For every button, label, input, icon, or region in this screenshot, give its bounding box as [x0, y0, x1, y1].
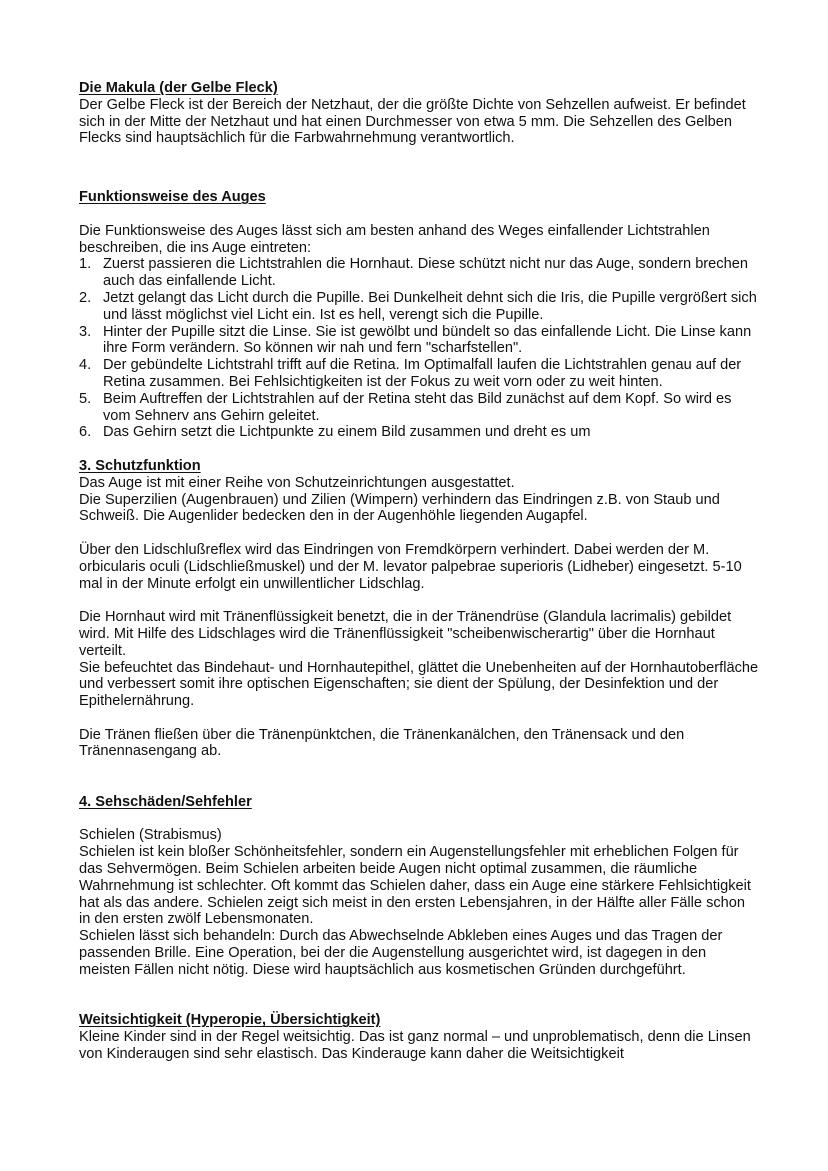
- spacer: [79, 760, 759, 794]
- spacer: [79, 979, 759, 1013]
- section-heading-schutzfunktion: 3. Schutzfunktion: [79, 457, 201, 474]
- paragraph-schutz-6: Die Tränen fließen über die Tränenpünktchen, die Tränenkanälchen, den Tränensack und den Tränennasengang ab.: [79, 726, 685, 760]
- paragraph-schielen-2: Schielen lässt sich behandeln: Durch das Abwechselnde Abkleben eines Auges und das Tragen der passenden Brille. Eine Operation, bei der die Augenstellung ausgerichtet wird, ist dagegen in den meisten Fällen nicht nötig. Diese wird hauptsächlich aus kosmetischen Gründen durchgeführt.: [79, 928, 723, 978]
- spacer: [79, 206, 759, 223]
- list-item: [79, 290, 759, 324]
- list-item-text: Das Gehirn setzt die Lichtpunkte zu einem Bild zusammen und dreht es um: [103, 424, 591, 441]
- section-heading-weitsichtigkeit: Weitsichtigkeit (Hyperopie, Übersichtigkeit): [79, 1012, 381, 1029]
- list-item-number: 1.: [79, 256, 92, 273]
- list-item: [79, 357, 759, 391]
- spacer: [79, 525, 759, 542]
- list-item-text: Der gebündelte Lichtstrahl trifft auf die Retina. Im Optimalfall laufen die Lichtstrahlen genau auf der Retina zusammen. Bei Fehlsichtigkeiten ist der Fokus zu weit vorn oder zu weit hinten.: [103, 357, 742, 390]
- document-content: [79, 80, 759, 1063]
- list-item-text: Jetzt gelangt das Licht durch die Pupille. Bei Dunkelheit dehnt sich die Iris, die Pupille vergrößert sich und lässt möglichst viel Licht ein. Ist es hell, verengt sich die Pupille.: [103, 289, 757, 323]
- list-item-number: 4.: [79, 357, 92, 374]
- list-item-text: Beim Auftreffen der Lichtstrahlen auf der Retina steht das Bild zunächst auf dem Kopf. So wird es vom Sehnerv ans Gehirn geleitet.: [103, 390, 732, 424]
- list-item-number: 3.: [79, 323, 92, 340]
- paragraph-schutz-3: Über den Lidschlußreflex wird das Eindringen von Fremdkörpern verhindert. Dabei werden der M. orbicularis oculi (Lidschließmuskel) und der M. levator palpebrae superioris (Lidheber) eingesetzt. 5-10 mal in der Minute erfolgt ein unwillentlicher Lidschlag.: [79, 541, 742, 592]
- paragraph-makula: Der Gelbe Fleck ist der Bereich der Netzhaut, der die größte Dichte von Sehzellen aufweist. Er befindet sich in der Mitte der Netzhaut und hat einen Durchmesser von etwa 5 mm. Die Sehzellen des Gelben Flecks sind hauptsächlich für die Farbwahrnehmung verantwortlich.: [79, 96, 746, 147]
- paragraph-weitsichtigkeit: Kleine Kinder sind in der Regel weitsichtig. Das ist ganz normal – und unproblematisch, denn die Linsen von Kinderaugen sind sehr elastisch. Das Kinderauge kann daher die Weitsichtigkeit: [79, 1029, 751, 1062]
- section-heading-sehschaeden: 4. Sehschäden/Sehfehler: [79, 793, 252, 810]
- paragraph-schutz-1: Das Auge ist mit einer Reihe von Schutzeinrichtungen ausgestattet.: [79, 474, 515, 491]
- list-item: [79, 256, 759, 290]
- spacer: [79, 592, 759, 609]
- list-item-number: 6.: [79, 424, 92, 441]
- list-item: [79, 324, 759, 358]
- spacer: [79, 147, 759, 189]
- paragraph-schutz-2: Die Superzilien (Augenbrauen) und Zilien (Wimpern) verhindern das Eindringen z.B. von Staub und Schweiß. Die Augenlider bedecken den in der Augenhöhle liegenden Augapfel.: [79, 491, 720, 525]
- steps-list: [79, 256, 759, 441]
- spacer: [79, 811, 759, 828]
- spacer: [79, 710, 759, 727]
- spacer: [79, 441, 759, 458]
- list-item-number: 2.: [79, 289, 92, 306]
- list-item-number: 5.: [79, 390, 92, 407]
- list-item-text: Hinter der Pupille sitzt die Linse. Sie ist gewölbt und bündelt so das einfallende Licht. Die Linse kann ihre Form verändern. So können wir nah und fern "scharfstellen".: [103, 323, 752, 357]
- section-heading-makula: Die Makula (der Gelbe Fleck): [79, 80, 278, 96]
- list-item: [79, 391, 759, 425]
- section-heading-funktionsweise: Funktionsweise des Auges: [79, 189, 266, 206]
- list-item: [79, 424, 759, 441]
- paragraph-funktionsweise-intro: Die Funktionsweise des Auges lässt sich am besten anhand des Weges einfallender Lichtstrahlen beschreiben, die ins Auge eintreten:: [79, 222, 710, 256]
- list-item-text: Zuerst passieren die Lichtstrahlen die Hornhaut. Diese schützt nicht nur das Auge, sondern brechen auch das einfallende Licht.: [103, 256, 748, 290]
- subheading-schielen: Schielen (Strabismus): [79, 827, 222, 844]
- paragraph-schutz-4: Die Hornhaut wird mit Tränenflüssigkeit benetzt, die in der Tränendrüse (Glandula lacrimalis) gebildet wird. Mit Hilfe des Lidschlages wird die Tränenflüssigkeit "scheibenwischerartig" über die Hornhaut verteilt.: [79, 609, 732, 659]
- paragraph-schielen-1: Schielen ist kein bloßer Schönheitsfehler, sondern ein Augenstellungsfehler mit erheblichen Folgen für das Sehvermögen. Beim Schielen arbeiten beide Augen nicht optimal zusammen, die räumliche Wahrnehmung ist schlechter. Oft kommt das Schielen daher, dass ein Auge eine stärkere Fehlsichtigkeit hat als das andere. Schielen zeigt sich meist in den ersten Lebensjahren, in der Hälfte aller Fälle schon in den ersten zwölf Lebensmonaten.: [79, 844, 751, 928]
- paragraph-schutz-5: Sie befeuchtet das Bindehaut- und Hornhautepithel, glättet die Unebenheiten auf der Hornhautoberfläche und verbessert somit ihre optischen Eigenschaften; sie dient der Spülung, der Desinfektion und der Epithelernährung.: [79, 659, 759, 710]
